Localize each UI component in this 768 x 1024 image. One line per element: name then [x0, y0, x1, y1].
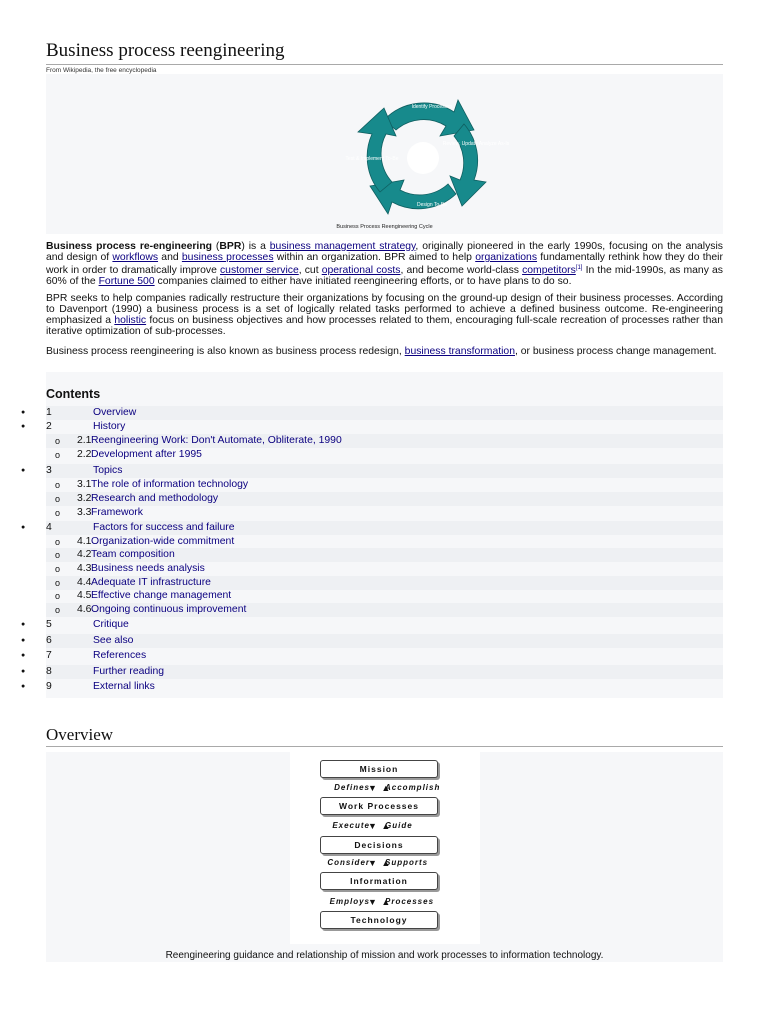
diagram-box: Mission: [320, 760, 438, 778]
toc-number: 4: [46, 522, 52, 533]
up-down-arrow-icon: ▼ ▲: [368, 897, 392, 907]
toc-number: 2.2: [77, 449, 92, 460]
bullet-icon: ●: [21, 652, 26, 659]
toc-link[interactable]: See also: [93, 635, 134, 646]
bold-term: Business process re-engineering: [46, 241, 213, 252]
link-label-right: Processes: [385, 897, 435, 906]
toc-item[interactable]: [21, 420, 723, 434]
toc-number: 3.3: [77, 507, 92, 518]
toc-item[interactable]: [46, 576, 723, 590]
toc-item[interactable]: [46, 589, 723, 603]
link-label-left: Employs: [329, 897, 370, 906]
toc-link[interactable]: Topics: [93, 465, 123, 476]
text: BPR seeks to help companies radically restructure their organizations by focusing on the ground-up design of their business processes. According to Davenport (1990) a business process is a set of logically related tasks performed to achieve a defined business outcome. Re-engineering emphasized a: [46, 293, 723, 326]
toc-title: Contents: [46, 387, 101, 401]
link-customer-service[interactable]: customer service: [219, 265, 299, 277]
link-business-transformation[interactable]: business transformation: [404, 346, 515, 357]
diagram-box: Decisions: [320, 836, 438, 854]
toc-link[interactable]: Further reading: [93, 666, 165, 677]
label-design: Design To-Be: [417, 202, 447, 208]
bullet-icon: ●: [21, 524, 26, 531]
bold-acronym: BPR: [219, 241, 242, 252]
diagram-link: [290, 821, 480, 833]
reference-1[interactable]: [1]: [575, 265, 583, 271]
up-down-arrow-icon: ▼ ▲: [368, 783, 392, 793]
link-holistic[interactable]: holistic: [114, 315, 147, 326]
bpr-cycle-diagram: [336, 90, 512, 220]
toc-link[interactable]: Effective change management: [91, 590, 232, 601]
link-label-left: Defines: [334, 783, 370, 792]
toc-number: 8: [46, 666, 52, 677]
link-label-right: Guide: [385, 821, 413, 830]
toc-number: 7: [46, 650, 52, 661]
sub-bullet-icon: o: [55, 578, 61, 588]
toc-item[interactable]: [46, 562, 723, 576]
mission-technology-diagram: [290, 752, 480, 944]
toc-link[interactable]: Development after 1995: [91, 449, 202, 460]
diagram-box: Information: [320, 872, 438, 890]
sub-bullet-icon: o: [55, 605, 61, 615]
sub-bullet-icon: o: [55, 550, 61, 560]
table-of-contents: [21, 372, 723, 698]
link-label-right: Accomplish: [385, 783, 441, 792]
toc-item[interactable]: [46, 506, 723, 520]
link-label-left: Consider: [327, 858, 370, 867]
toc-link[interactable]: The role of information technology: [91, 479, 249, 490]
sub-bullet-icon: o: [55, 480, 61, 490]
up-down-arrow-icon: ▼ ▲: [368, 821, 392, 831]
diagram-link: [290, 783, 480, 795]
link-organizations[interactable]: organizations: [475, 252, 538, 263]
text: (: [212, 241, 220, 252]
toc-link[interactable]: External links: [93, 681, 155, 692]
toc-item[interactable]: [21, 464, 723, 478]
toc-number: 6: [46, 635, 52, 646]
sub-bullet-icon: o: [55, 494, 61, 504]
link-operational-costs[interactable]: operational costs: [321, 265, 401, 277]
toc-item[interactable]: [46, 434, 723, 448]
sub-bullet-icon: o: [55, 537, 61, 547]
toc-link[interactable]: History: [93, 421, 126, 432]
label-review: Review, Update Analyze As-Is: [442, 141, 510, 147]
bullet-icon: ●: [21, 637, 26, 644]
toc-item[interactable]: [21, 406, 723, 420]
toc-link[interactable]: Ongoing continuous improvement: [91, 604, 247, 615]
link-business-processes[interactable]: business processes: [181, 252, 274, 263]
sub-bullet-icon: o: [55, 508, 61, 518]
bullet-icon: ●: [21, 668, 26, 675]
toc-item[interactable]: [46, 492, 723, 506]
text: , cut: [298, 265, 322, 277]
bullet-icon: ●: [21, 423, 26, 430]
link-competitors[interactable]: competitors: [522, 265, 576, 277]
link-workflows[interactable]: workflows: [112, 252, 159, 263]
toc-link[interactable]: References: [93, 650, 147, 661]
up-down-arrow-icon: ▼ ▲: [368, 858, 392, 868]
page-title: Business process reengineering: [46, 40, 723, 65]
toc-item[interactable]: [46, 448, 723, 462]
diagram-box: Work Processes: [320, 797, 438, 815]
bullet-icon: ●: [21, 683, 26, 690]
label-identify: Identify Processes: [411, 104, 453, 110]
toc-link[interactable]: Adequate IT infrastructure: [91, 577, 211, 588]
text: , originally pioneered in the early 1990s, focusing on the analysis and design of: [46, 241, 723, 263]
diagram-link: [290, 897, 480, 909]
toc-item[interactable]: [46, 535, 723, 549]
toc-link[interactable]: Organization-wide commitment: [91, 536, 235, 547]
toc-link[interactable]: Framework: [91, 507, 143, 518]
link-label-left: Execute: [332, 821, 370, 830]
text: , and become world-class: [400, 265, 523, 277]
toc-number: 4.3: [77, 563, 92, 574]
text: companies claimed to either have initiated reengineering efforts, or to have plans to do so.: [154, 276, 572, 288]
diagram-link: [290, 858, 480, 870]
toc-number: 2.1: [77, 435, 92, 446]
toc-item[interactable]: [21, 634, 723, 648]
text: focus on business objectives and how processes related to them, encouraging full-scale recreation of processes rather than iterative optimization of sub-processes.: [46, 315, 723, 337]
toc-item[interactable]: [46, 603, 723, 617]
text: fundamentally rethink how they do their work in order to dramatically improve: [46, 252, 723, 277]
bullet-icon: ●: [21, 409, 26, 416]
overview-figure: [46, 752, 723, 962]
toc-number: 1: [46, 407, 52, 418]
toc-number: 3: [46, 465, 52, 476]
sub-bullet-icon: o: [55, 564, 61, 574]
sub-bullet-icon: o: [55, 450, 61, 460]
toc-item[interactable]: [46, 478, 723, 492]
label-test: Test & Implement To-Be: [345, 156, 399, 162]
toc-item[interactable]: [21, 680, 723, 694]
section-heading-overview: Overview: [46, 725, 723, 747]
toc-link[interactable]: Critique: [93, 619, 129, 630]
toc-link[interactable]: Business needs analysis: [91, 563, 205, 574]
text: , or business process change management.: [514, 346, 717, 357]
toc-number: 9: [46, 681, 52, 692]
link-fortune-500[interactable]: Fortune 500: [98, 276, 155, 288]
sub-bullet-icon: o: [55, 436, 61, 446]
text: Business process reengineering is also known as business process redesign,: [46, 346, 405, 357]
toc-number: 3.1: [77, 479, 92, 490]
text: within an organization. BPR aimed to help: [273, 252, 476, 263]
toc-item[interactable]: [21, 521, 723, 535]
intro-paragraph-3: [46, 346, 723, 357]
toc-number: 4.1: [77, 536, 92, 547]
bullet-icon: ●: [21, 621, 26, 628]
toc-link[interactable]: Research and methodology: [91, 493, 219, 504]
text: In the mid-1990s, as many as 60% of the: [46, 265, 723, 288]
toc-link[interactable]: Overview: [93, 407, 137, 418]
toc-number: 4.4: [77, 577, 92, 588]
cycle-caption: Business Process Reengineering Cycle: [336, 224, 433, 230]
tagline: From Wikipedia, the free encyclopedia: [46, 67, 157, 74]
toc-item[interactable]: [21, 649, 723, 663]
text: ) is a: [241, 241, 270, 252]
toc-link[interactable]: Reengineering Work: Don't Automate, Obliterate, 1990: [91, 435, 342, 446]
link-label-right: Supports: [385, 858, 429, 867]
toc-number: 4.2: [77, 549, 92, 560]
toc-number: 2: [46, 421, 52, 432]
toc-number: 4.6: [77, 604, 92, 615]
toc-item[interactable]: [21, 665, 723, 679]
bullet-icon: ●: [21, 467, 26, 474]
overview-figure-caption: Reengineering guidance and relationship of mission and work processes to information technology.: [165, 950, 604, 961]
toc-item[interactable]: [21, 618, 723, 632]
toc-number: 5: [46, 619, 52, 630]
bpr-cycle-figure: [46, 74, 723, 234]
toc-link[interactable]: Team composition: [91, 549, 175, 560]
toc-number: 3.2: [77, 493, 92, 504]
text: and: [158, 252, 182, 263]
sub-bullet-icon: o: [55, 591, 61, 601]
toc-number: 4.5: [77, 590, 92, 601]
link-business-management-strategy[interactable]: business management strategy: [269, 241, 416, 252]
intro-paragraph-2: [46, 293, 723, 337]
diagram-box: Technology: [320, 911, 438, 929]
toc-link[interactable]: Factors for success and failure: [93, 522, 235, 533]
intro-paragraph-1: [46, 241, 723, 287]
toc-item[interactable]: [46, 548, 723, 562]
